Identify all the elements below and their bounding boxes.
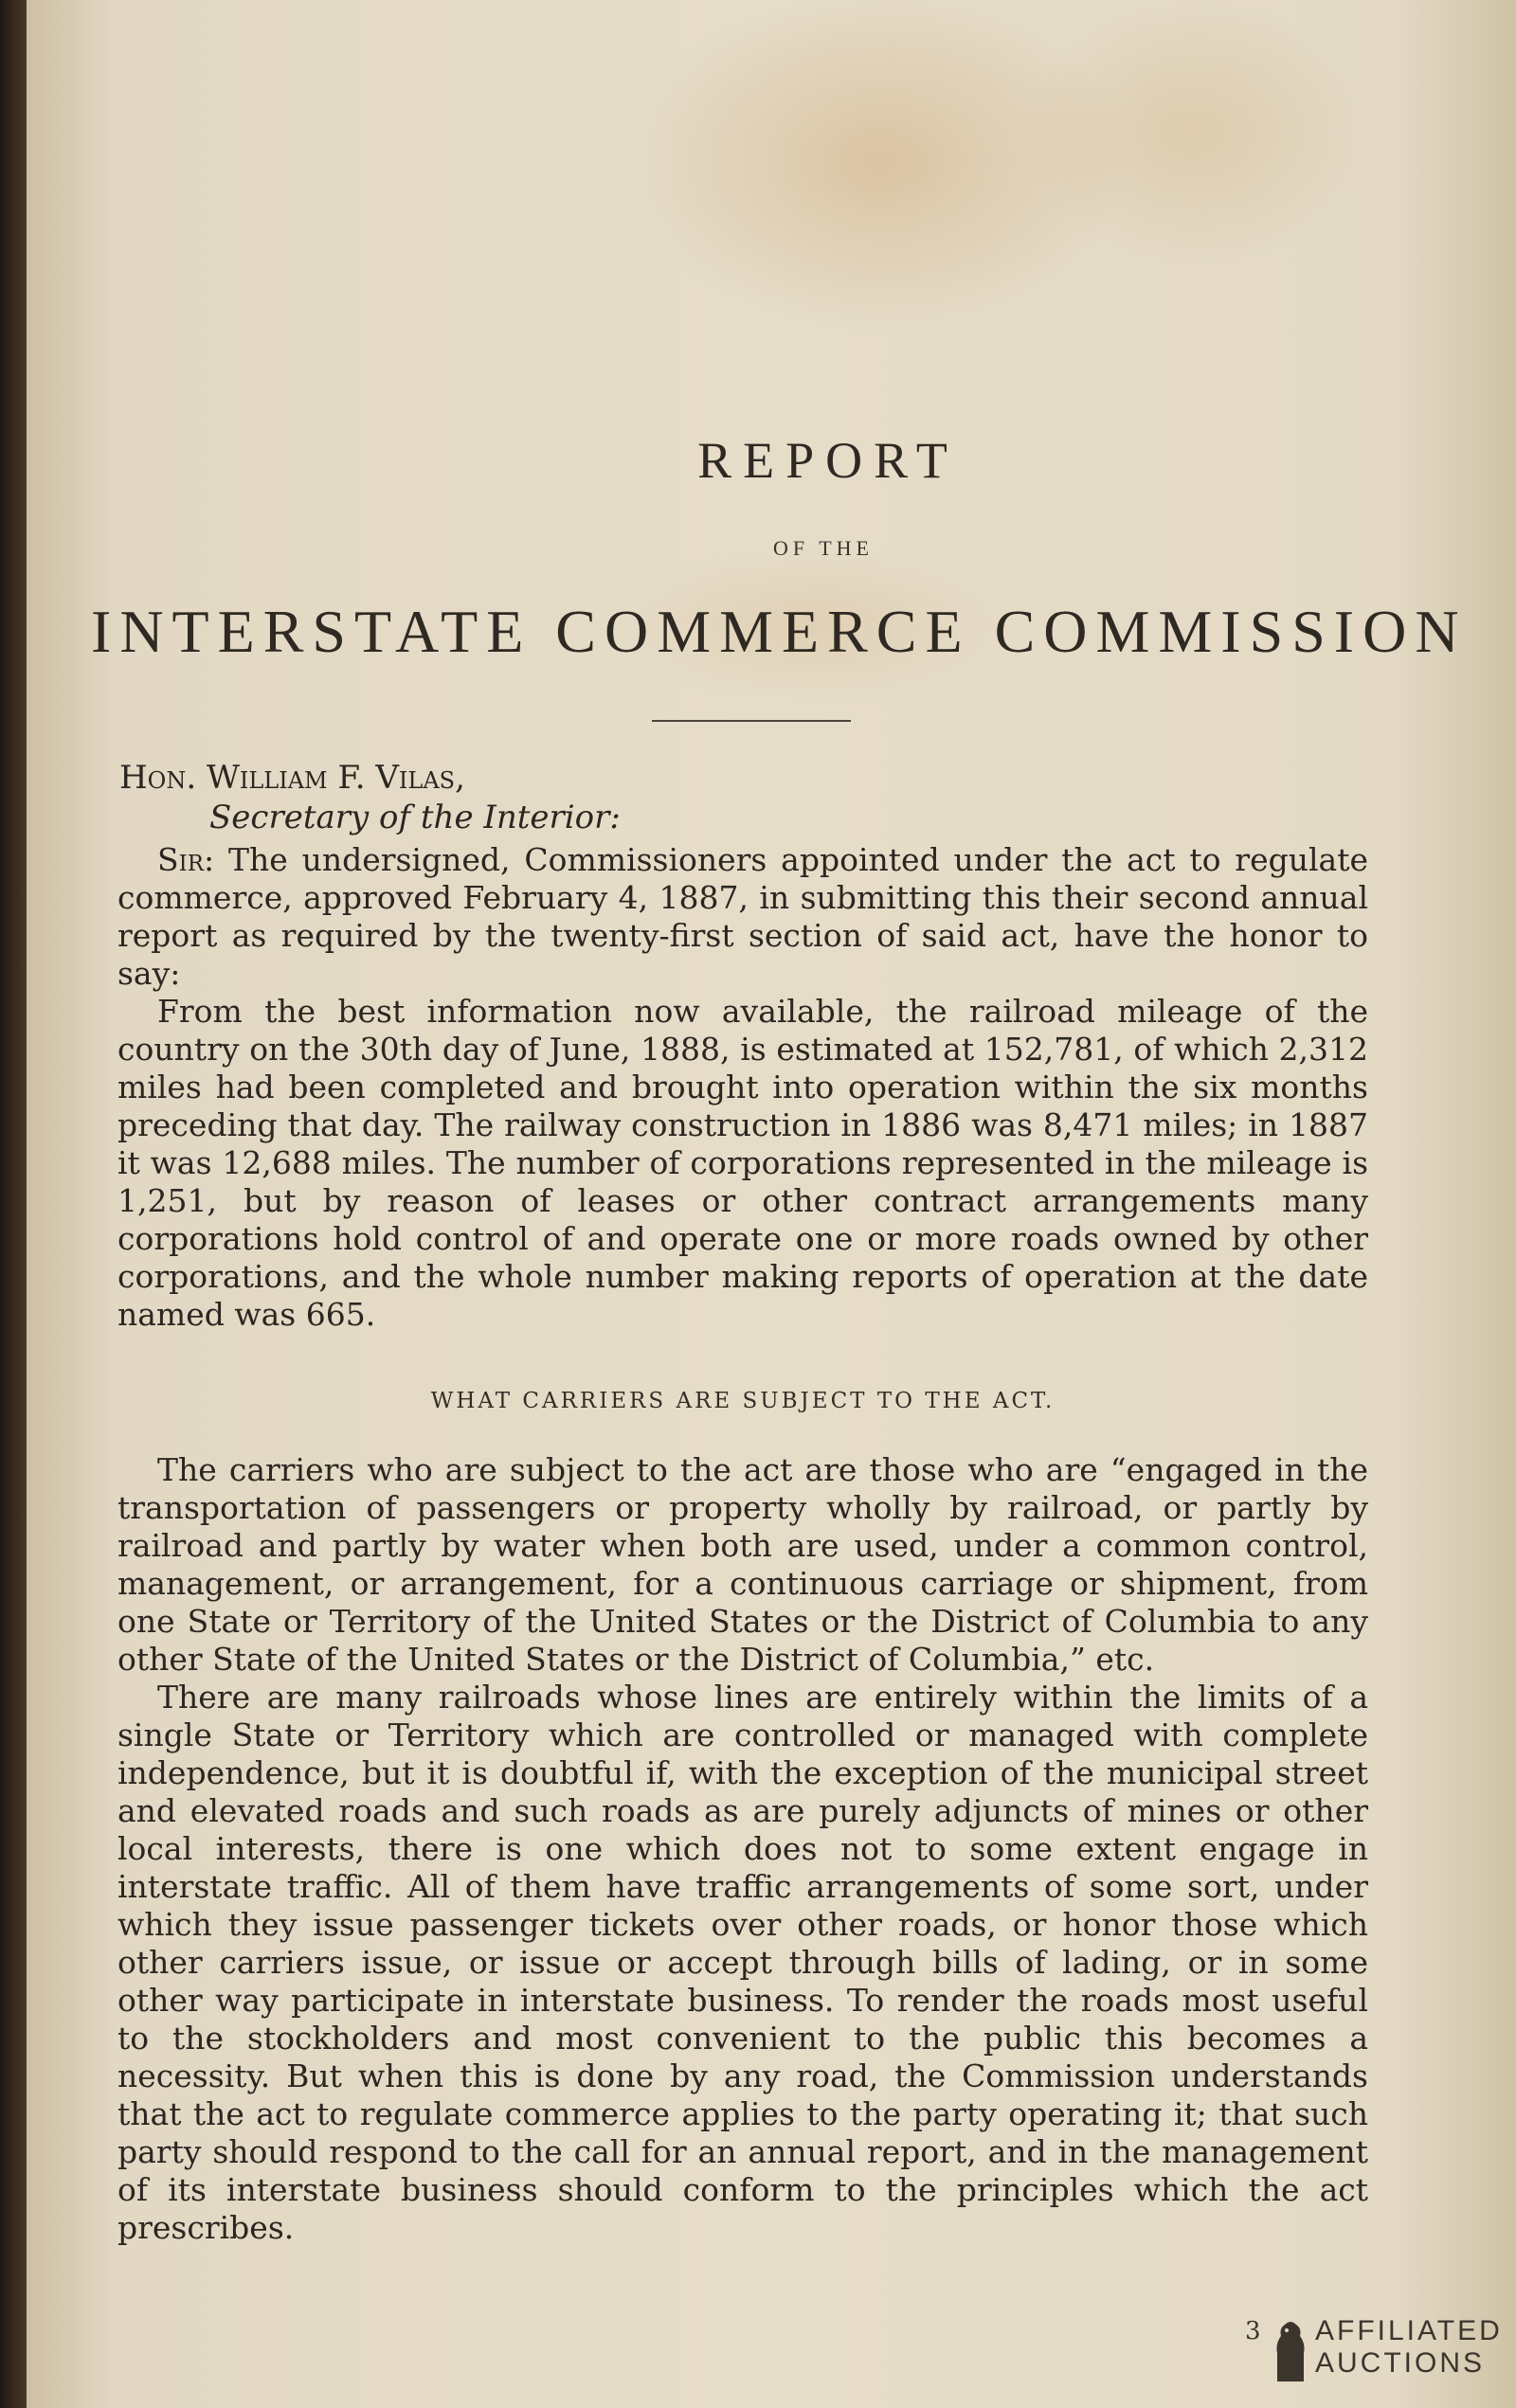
paragraph-mileage: From the best information now available, the railroad mileage of the country on the 30th day of June, 1888, is estimated at 152,781, of which 2,312 miles had been completed and brought into operation within the six months preceding that day. The railway construction in 1886 was 8,471 miles; in 1887 it was 12,688 miles. The number of corporations represented in the mileage is 1,251, but by reason of leases or other contract arrangements many corporations hold control of and operate one or more roads owned by other corporations, and the whole number making reports of operation at the date named was 665.	[117, 993, 1368, 1333]
watermark-line1: AFFILIATED	[1315, 2315, 1503, 2346]
watermark	[1270, 2309, 1516, 2395]
page-number: 3	[1245, 2317, 1261, 2345]
intro-section	[117, 841, 1368, 1334]
document-page	[27, 0, 1516, 2408]
section-heading: WHAT CARRIERS ARE SUBJECT TO THE ACT.	[430, 1389, 1056, 1413]
salutation: Sir:	[157, 841, 215, 878]
bear-logo-icon	[1270, 2315, 1309, 2383]
report-title: REPORT	[697, 432, 959, 489]
watermark-line2: AUCTIONS	[1315, 2347, 1486, 2379]
book-spine	[0, 0, 27, 2408]
title-of-the: OF THE	[773, 536, 874, 560]
commission-title: INTERSTATE COMMERCE COMMISSION	[91, 598, 1468, 665]
carriers-section	[117, 1451, 1368, 2247]
paragraph-carriers: The carriers who are subject to the act are those who are “engaged in the transportation of passengers or property wholly by railroad, or partly by railroad and partly by water when both are used, under a common control, management, or arrangement, for a continuous carriage or shipment, from one State or Territory of the United States or the District of Columbia to any other State of the United States or the District of Columbia,” etc.	[117, 1451, 1368, 1678]
addressee-position: Secretary of the Interior:	[209, 799, 621, 836]
title-divider	[652, 720, 851, 722]
paragraph-railroads: There are many railroads whose lines are entirely within the limits of a single State or Territory which are controlled or managed with complete independence, but it is doubtful if, with the exception of the municipal street and elevated roads and such roads as are purely adjuncts of mines or other local interests, there is one which does not to some extent engage in interstate traffic. All of them have traffic arrangements of some sort, under which they issue passenger tickets over other roads, or honor those which other carriers issue, or issue or accept through bills of lading, or in some other way participate in interstate business. To render the roads most useful to the stockholders and most convenient to the public this becomes a necessity. But when this is done by any road, the Commission understands that the act to regulate commerce applies to the party operating it; that such party should respond to the call for an annual report, and in the management of its interstate business should conform to the principles which the act prescribes.	[117, 1679, 1368, 2246]
paragraph-text: The undersigned, Commissioners appointed under the act to regulate commerce, approved February 4, 1887, in submitting this their second annual report as required by the twenty-first section of said act, have the honor to say:	[117, 841, 1368, 992]
addressee-block	[119, 758, 621, 837]
addressee-name: Hon. William F. Vilas,	[119, 759, 465, 797]
paragraph-salutation	[117, 841, 1368, 993]
